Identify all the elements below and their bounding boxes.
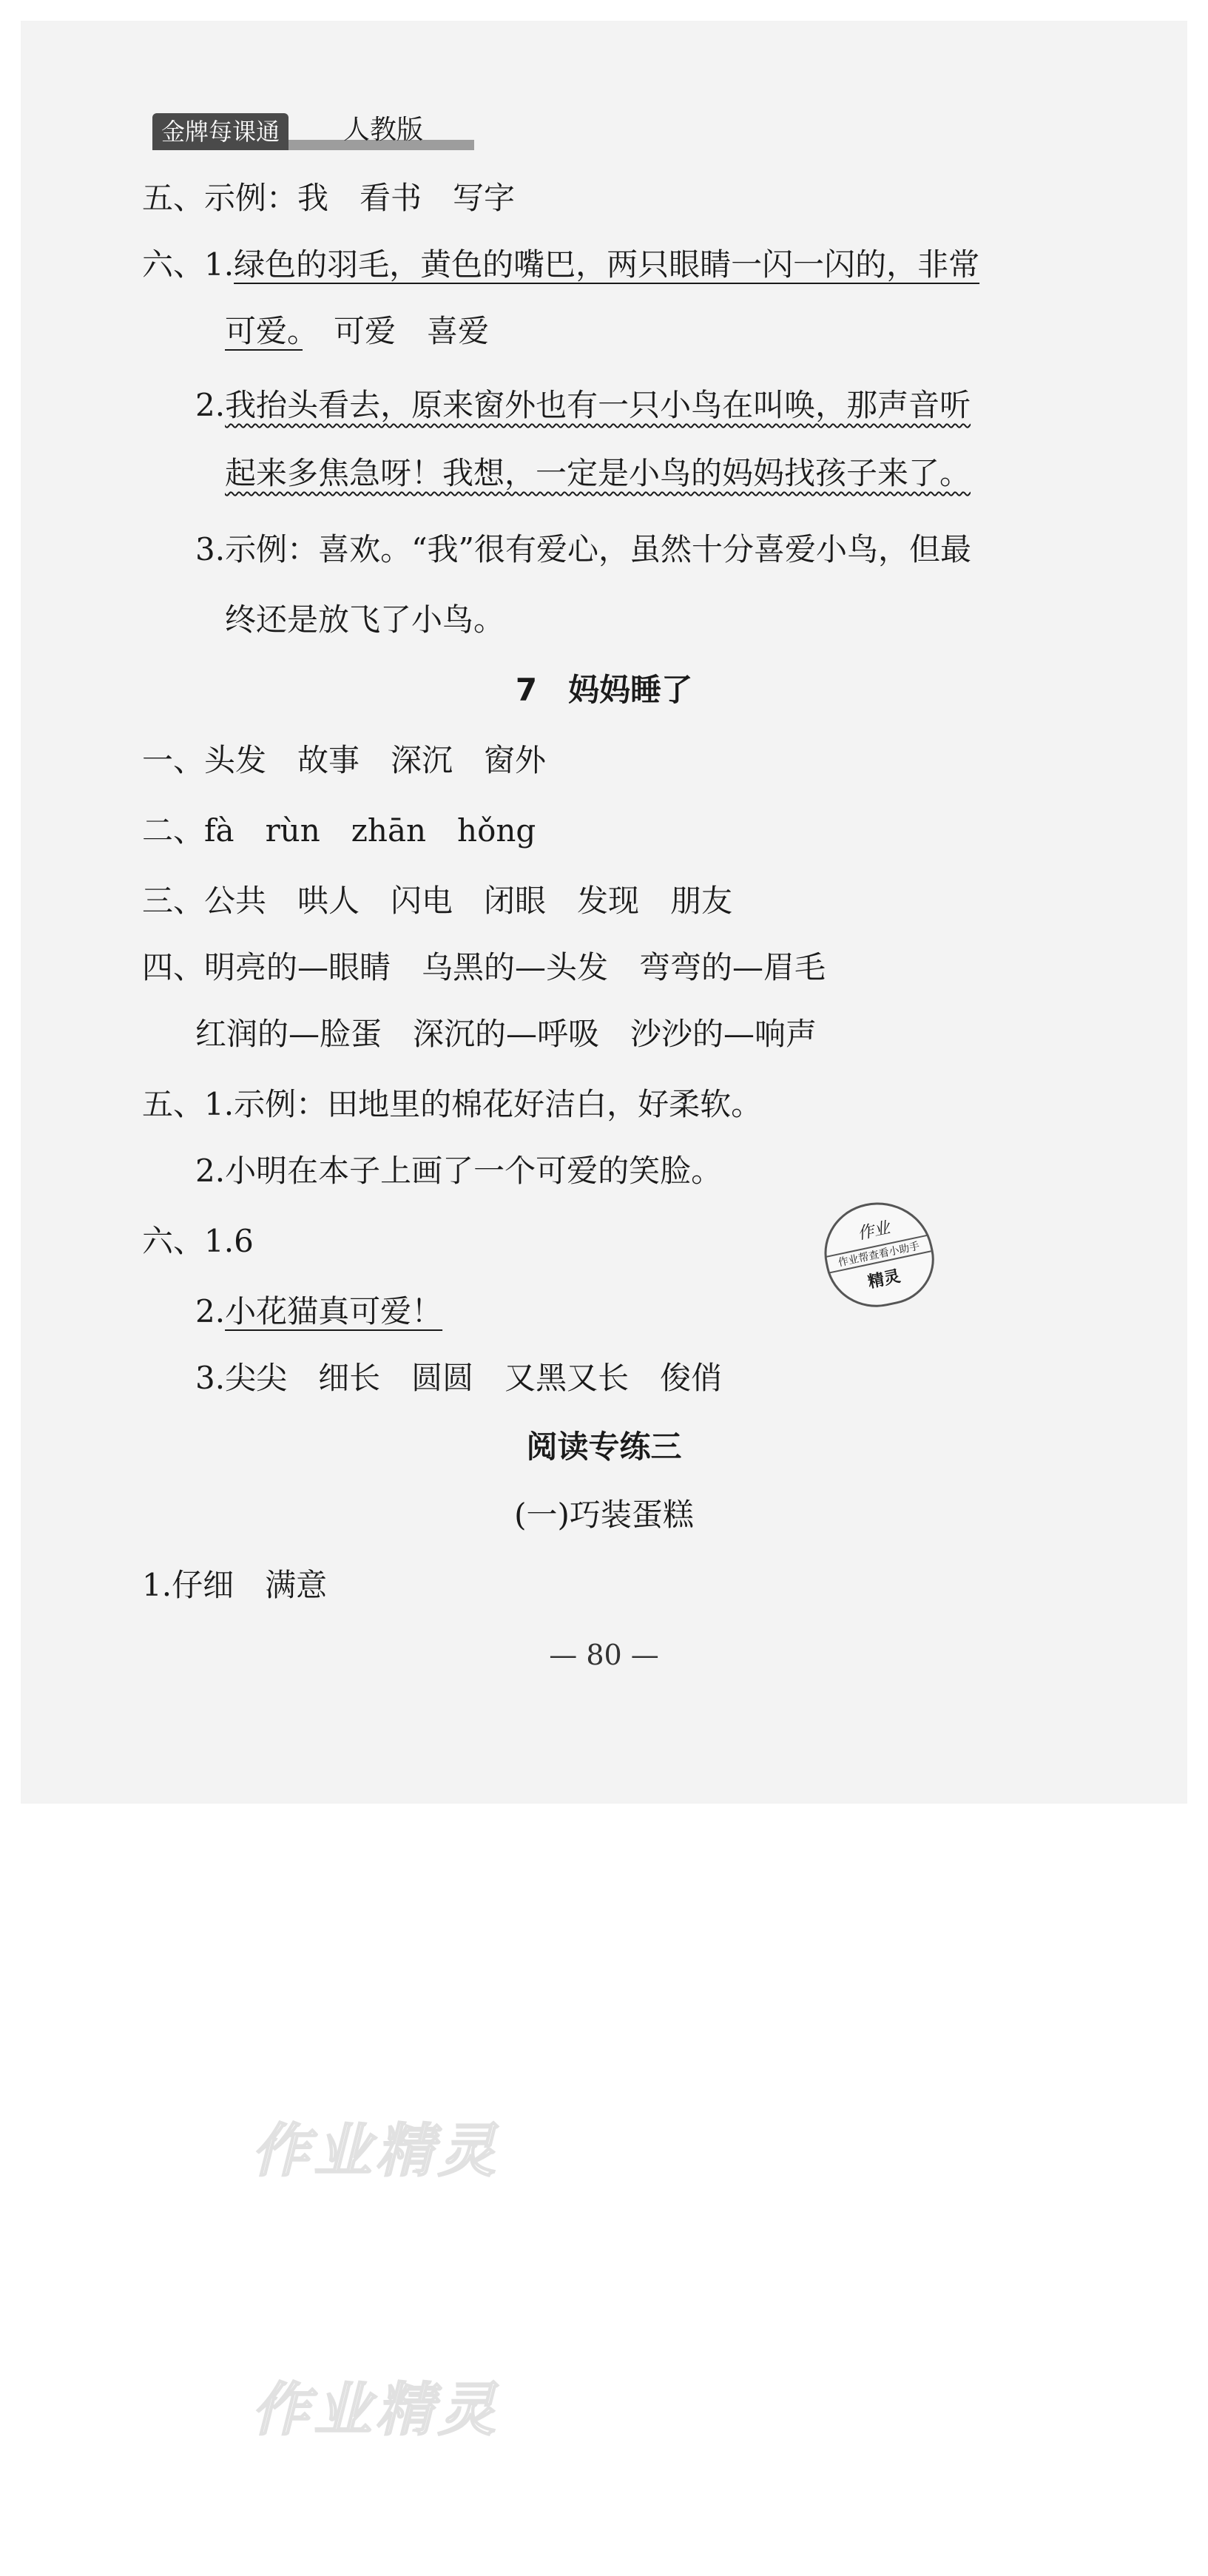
answer-line: 2.小明在本子上画了一个可爱的笑脸。 [195,1153,723,1189]
answer-number: 2. [195,1293,226,1329]
answer-line: 3.尖尖 细长 圆圆 又黑又长 俊俏 [195,1360,723,1396]
answer-text: 五、示例：我 看书 写字 [142,180,516,216]
answer-text: 3.示例：喜欢。“我”很有爱心，虽然十分喜爱小鸟，但最 [195,531,972,567]
answer-number: 2. [195,387,226,423]
answer-line: 六、1.6 [142,1223,254,1259]
underlined-answer: 小花猫真可爱！ [225,1293,443,1329]
wavy-underlined-answer: 我抬头看去，原来窗外也有一只小鸟在叫唤，那声音听 [225,387,971,423]
answer-line: 三、公共 哄人 闪电 闭眼 发现 朋友 [142,883,733,919]
answer-number: 六、1. [142,246,234,283]
watermark: 作业精灵 [252,2377,501,2444]
series-name: 金牌每课通 [152,113,288,150]
answer-line: 一、头发 故事 深沉 窗外 [142,742,547,778]
series-header [152,113,474,153]
underlined-answer: 绿色的羽毛，黄色的嘴巴，两只眼睛一闪一闪的，非常 [234,246,980,283]
page-number: — 80 — [549,1639,659,1671]
answer-line: 五、1.示例：田地里的棉花好洁白，好柔软。 [142,1086,763,1122]
watermark: 作业精灵 [252,2118,501,2185]
edition-label: 人教版 [343,115,424,145]
answer-line [195,529,971,570]
section-title: 阅读专练三 [526,1429,682,1465]
answer-line: 二、fà rùn zhān hǒng [142,812,536,849]
answer-line [142,244,979,286]
answer-line [142,178,515,219]
underlined-answer: 可爱。 [225,313,303,349]
stamp-text-middle: 作业帮查看小助手 [826,1235,931,1274]
answer-text: 终还是放飞了小鸟。 [225,601,505,638]
answer-line: 红润的—脸蛋 深沉的—呼吸 沙沙的—响声 [195,1016,817,1052]
answer-text: 可爱 喜爱 [303,313,490,349]
lesson-title: 7 妈妈睡了 [515,672,693,708]
answer-line: 1.仔细 满意 [142,1567,328,1603]
answer-line: 四、明亮的—眼睛 乌黑的—头发 弯弯的—眉毛 [142,949,826,985]
answer-line [225,599,505,641]
wavy-underlined-answer: 起来多焦急呀！我想，一定是小鸟的妈妈找孩子来了。 [225,455,971,491]
answer-line [195,385,971,426]
answer-line [225,453,971,494]
answer-line [195,1291,442,1332]
answer-line [225,311,489,352]
section-subtitle: (一)巧装蛋糕 [514,1497,694,1533]
stamp-text-bottom: 精灵 [865,1266,902,1292]
stamp-text-top: 作业 [856,1218,892,1244]
